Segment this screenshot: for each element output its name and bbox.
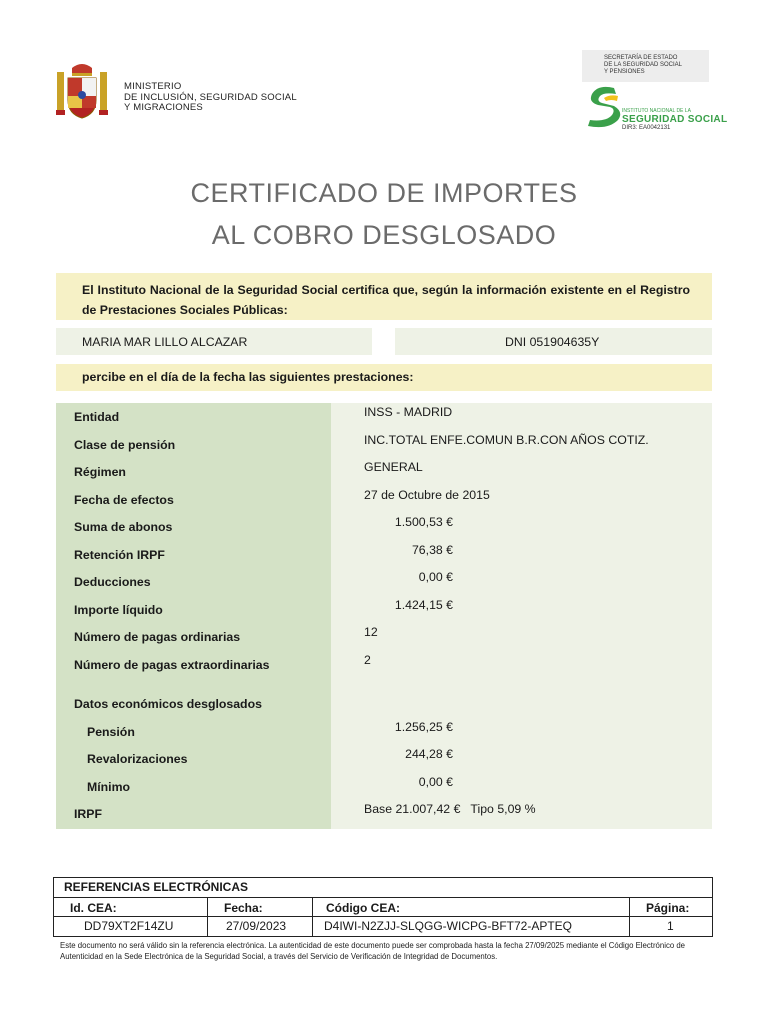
inss-small-text: INSTITUTO NACIONAL DE LA xyxy=(622,108,691,114)
label-pagas-extraordinarias: Número de pagas extraordinarias xyxy=(74,658,270,672)
title-line: CERTIFICADO DE IMPORTES xyxy=(190,178,578,208)
divider xyxy=(312,897,313,937)
divider xyxy=(54,897,712,898)
value-pension: 1.256,25 € xyxy=(394,720,453,734)
value-minimo: 0,00 € xyxy=(418,775,453,789)
pension-details-table xyxy=(56,403,712,829)
label-deducciones: Deducciones xyxy=(74,575,151,589)
beneficiary-name: MARIA MAR LILLO ALCAZAR xyxy=(82,335,248,349)
value-revalorizaciones: 244,28 € xyxy=(405,747,453,761)
value-irpf: Base 21.007,42 € Tipo 5,09 % xyxy=(364,802,536,816)
title-line: AL COBRO DESGLOSADO xyxy=(211,220,557,250)
value-retencion-irpf: 76,38 € xyxy=(411,543,453,557)
ministry-line: MINISTERIO xyxy=(124,81,182,92)
label-entidad: Entidad xyxy=(74,410,120,424)
value-deducciones: 0,00 € xyxy=(418,570,453,584)
value-clase-pension: INC.TOTAL ENFE.COMUN B.R.CON AÑOS COTIZ. xyxy=(364,433,649,447)
secretaria-box xyxy=(582,50,709,82)
label-clase-pension: Clase de pensión xyxy=(74,438,176,452)
label-suma-abonos: Suma de abonos xyxy=(74,520,173,534)
coat-of-arms-icon xyxy=(54,62,110,120)
divider xyxy=(207,897,208,937)
references-heading: REFERENCIAS ELECTRÓNICAS xyxy=(64,880,249,894)
pagina-value: 1 xyxy=(667,919,674,933)
fecha-label: Fecha: xyxy=(224,901,263,915)
label-irpf: IRPF xyxy=(74,807,103,821)
certification-statement xyxy=(56,273,712,320)
label-retencion-irpf: Retención IRPF xyxy=(74,548,165,562)
beneficiary-name-box xyxy=(56,328,372,355)
id-cea-value: DD79XT2F14ZU xyxy=(84,919,174,933)
label-revalorizaciones: Revalorizaciones xyxy=(87,752,188,766)
ministry-line: Y MIGRACIONES xyxy=(124,102,203,113)
statement-text: El Instituto Nacional de la Seguridad Social certifica que, según la información existente en el Registro de Prestaciones Sociales Públicas: xyxy=(82,283,690,317)
divider xyxy=(629,897,630,937)
ministry-name xyxy=(124,82,297,114)
ministry-header xyxy=(54,62,304,122)
label-regimen: Régimen xyxy=(74,465,126,479)
percibe-text: percibe en el día de la fecha las siguientes prestaciones: xyxy=(82,370,414,384)
secretaria-line: SECRETARÍA DE ESTADO xyxy=(604,55,678,61)
inss-dir3-code: DIR3: EA0042131 xyxy=(622,125,671,131)
inss-big-text: SEGURIDAD SOCIAL xyxy=(622,114,728,125)
inss-logo-text xyxy=(622,108,727,132)
electronic-references-table xyxy=(53,877,713,937)
fecha-value: 27/09/2023 xyxy=(226,919,287,933)
labels-column xyxy=(56,403,331,829)
secretaria-line: Y PENSIONES xyxy=(604,69,645,75)
codigo-cea-value: D4IWI-N2ZJJ-SLQGG-WICPG-BFT72-APTEQ xyxy=(324,919,573,933)
id-cea-label: Id. CEA: xyxy=(70,901,117,915)
values-column xyxy=(331,403,712,829)
label-minimo: Mínimo xyxy=(87,780,131,794)
value-pagas-extraordinarias: 2 xyxy=(364,653,371,667)
label-importe-liquido: Importe líquido xyxy=(74,603,163,617)
codigo-cea-label: Código CEA: xyxy=(326,901,400,915)
value-regimen: GENERAL xyxy=(364,460,423,474)
percibe-band xyxy=(56,364,712,391)
secretaria-line: DE LA SEGURIDAD SOCIAL xyxy=(604,62,683,68)
value-pagas-ordinarias: 12 xyxy=(364,625,378,639)
divider xyxy=(54,916,712,917)
label-pension: Pensión xyxy=(87,725,135,739)
page-title xyxy=(0,172,768,256)
seguridad-social-logo-icon xyxy=(584,84,624,128)
value-suma-abonos: 1.500,53 € xyxy=(394,515,453,529)
label-datos-desglosados: Datos económicos desglosados xyxy=(74,697,262,711)
beneficiary-dni-box xyxy=(395,328,712,355)
label-fecha-efectos: Fecha de efectos xyxy=(74,493,174,507)
value-entidad: INSS - MADRID xyxy=(364,405,453,419)
ministry-line: DE INCLUSIÓN, SEGURIDAD SOCIAL xyxy=(124,91,297,103)
pagina-label: Página: xyxy=(646,901,690,915)
value-importe-liquido: 1.424,15 € xyxy=(394,598,453,612)
validity-footer-note: Este documento no será válido sin la referencia electrónica. La autenticidad de este documento puede ser comprobada hasta la fecha 27/09/2025 mediante el Código Electrónico de Autenticidad en la Sede Electrónica de la Seguridad Social, a través del Servicio de Verificación de Integridad de Documentos. xyxy=(60,941,686,961)
beneficiary-dni: DNI 051904635Y xyxy=(505,335,600,349)
label-pagas-ordinarias: Número de pagas ordinarias xyxy=(74,630,241,644)
value-fecha-efectos: 27 de Octubre de 2015 xyxy=(364,488,490,502)
